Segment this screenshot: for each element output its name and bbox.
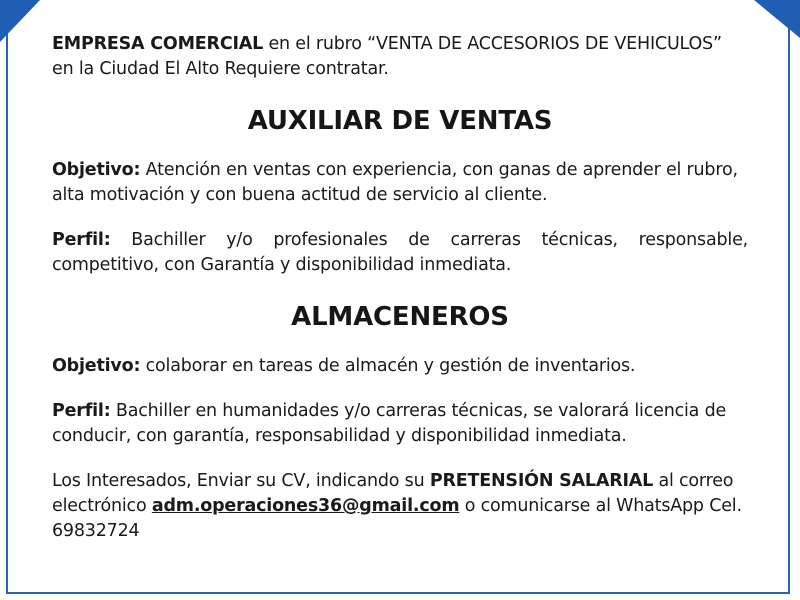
position-title-sales: AUXILIAR DE VENTAS	[247, 106, 553, 136]
company-name: EMPRESA COMERCIAL	[52, 34, 264, 54]
contact-text-before: Los Interesados, Enviar su CV, indicando su	[52, 471, 430, 491]
warehouse-objective-text: colaborar en tareas de almacén y gestión de inventarios.	[140, 356, 636, 376]
salary-label: PRETENSIÓN SALARIAL	[429, 471, 654, 491]
contact-paragraph	[52, 469, 748, 544]
intro-paragraph	[52, 32, 748, 82]
warehouse-objective-label: Objetivo:	[52, 356, 141, 376]
warehouse-objective	[52, 354, 748, 379]
contact-text-middle: al correo electrónico	[52, 471, 734, 516]
sales-profile-text: Bachiller y/o profesionales de carreras técnicas, responsable, competitivo, con Garantía y disponibilidad inmediata.	[52, 230, 748, 275]
sales-objective-label: Objetivo:	[52, 160, 141, 180]
warehouse-profile-text: Bachiller en humanidades y/o carreras técnicas, se valorará licencia de conducir, con garantía, responsabilidad y disponibilidad inmediata.	[52, 401, 727, 446]
intro-text: en el rubro “VENTA DE ACCESORIOS DE VEHICULOS” en la Ciudad El Alto Requiere contratar.	[52, 34, 722, 79]
sales-objective-text: Atención en ventas con experiencia, con ganas de aprender el rubro, alta motivación y con buena actitud de servicio al cliente.	[52, 160, 738, 205]
sales-profile	[52, 228, 748, 278]
warehouse-profile-label: Perfil:	[52, 401, 111, 421]
sales-objective	[52, 158, 748, 208]
job-posting	[52, 32, 748, 544]
position-title-warehouse: ALMACENEROS	[291, 302, 509, 332]
email-link[interactable]: adm.operaciones36@gmail.com	[151, 496, 460, 516]
contact-text-after: o comunicarse al WhatsApp Cel. 69832724	[52, 496, 742, 541]
sales-profile-label: Perfil:	[52, 230, 111, 250]
warehouse-profile	[52, 399, 748, 449]
corner-decoration-left	[0, 0, 40, 42]
corner-decoration-right	[754, 0, 800, 38]
